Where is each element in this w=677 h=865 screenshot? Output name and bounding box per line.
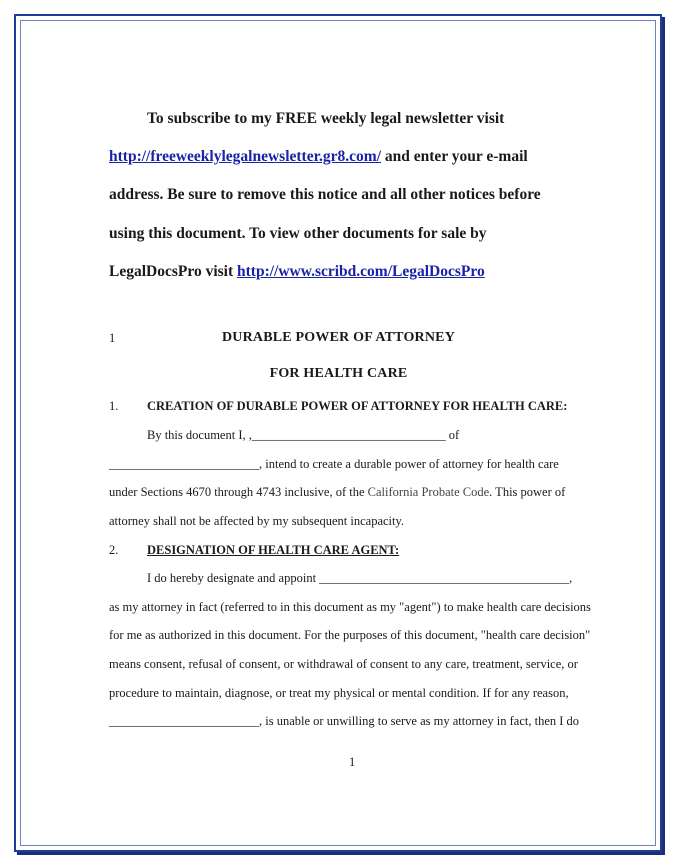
section-2-line-5: procedure to maintain, diagnose, or treat my physical or mental condition. If for any reason, <box>109 686 569 700</box>
section-2-line-6: ________________________, is unable or unwilling to serve as my attorney in fact, then I do <box>109 714 580 728</box>
document-subtitle: FOR HEALTH CARE <box>269 366 408 381</box>
notice-line-4: using this document. To view other documents for sale by <box>109 225 487 242</box>
probate-code-reference: California Probate Code <box>367 485 490 499</box>
notice-line-2 <box>109 148 528 166</box>
section-1-line-3 <box>109 485 565 500</box>
section-1-line-1: By this document I, ,_______________________________ of <box>147 428 460 442</box>
section-1-line-3-text: under Sections 4670 through 4743 inclusive, of the <box>109 485 368 499</box>
section-2-line-4: means consent, refusal of consent, or withdrawal of consent to any care, treatment, service, or <box>109 657 578 671</box>
notice-line-3: address. Be sure to remove this notice and all other notices before <box>109 186 541 203</box>
section-1-number: 1. <box>109 399 119 413</box>
newsletter-link[interactable]: http://freeweeklylegalnewsletter.gr8.com/ <box>109 148 382 165</box>
section-1-line-3-end: . This power of <box>489 485 566 499</box>
section-1-heading: CREATION OF DURABLE POWER OF ATTORNEY FOR HEALTH CARE: <box>147 399 568 413</box>
line-number: 1 <box>109 331 116 345</box>
notice-line-5-text: LegalDocsPro visit <box>109 263 238 280</box>
page-number: 1 <box>349 755 356 769</box>
section-2-heading: DESIGNATION OF HEALTH CARE AGENT: <box>147 543 400 557</box>
notice-line-2-text: and enter your e-mail <box>381 148 528 165</box>
scribd-link[interactable]: http://www.scribd.com/LegalDocsPro <box>237 263 485 280</box>
section-2-line-1: I do hereby designate and appoint ________________________________________, <box>147 571 573 585</box>
section-2-line-2: as my attorney in fact (referred to in this document as my "agent") to make health care decisions <box>109 600 591 614</box>
notice-line-1: To subscribe to my FREE weekly legal newsletter visit <box>147 110 505 127</box>
section-1-line-4: attorney shall not be affected by my subsequent incapacity. <box>109 514 405 528</box>
section-2-number: 2. <box>109 543 119 557</box>
section-1-line-2: ________________________, intend to create a durable power of attorney for health care <box>109 457 559 471</box>
section-2-line-3: for me as authorized in this document. For the purposes of this document, "health care decision" <box>109 628 591 642</box>
notice-line-5 <box>109 263 485 281</box>
document-title: DURABLE POWER OF ATTORNEY <box>221 330 456 345</box>
